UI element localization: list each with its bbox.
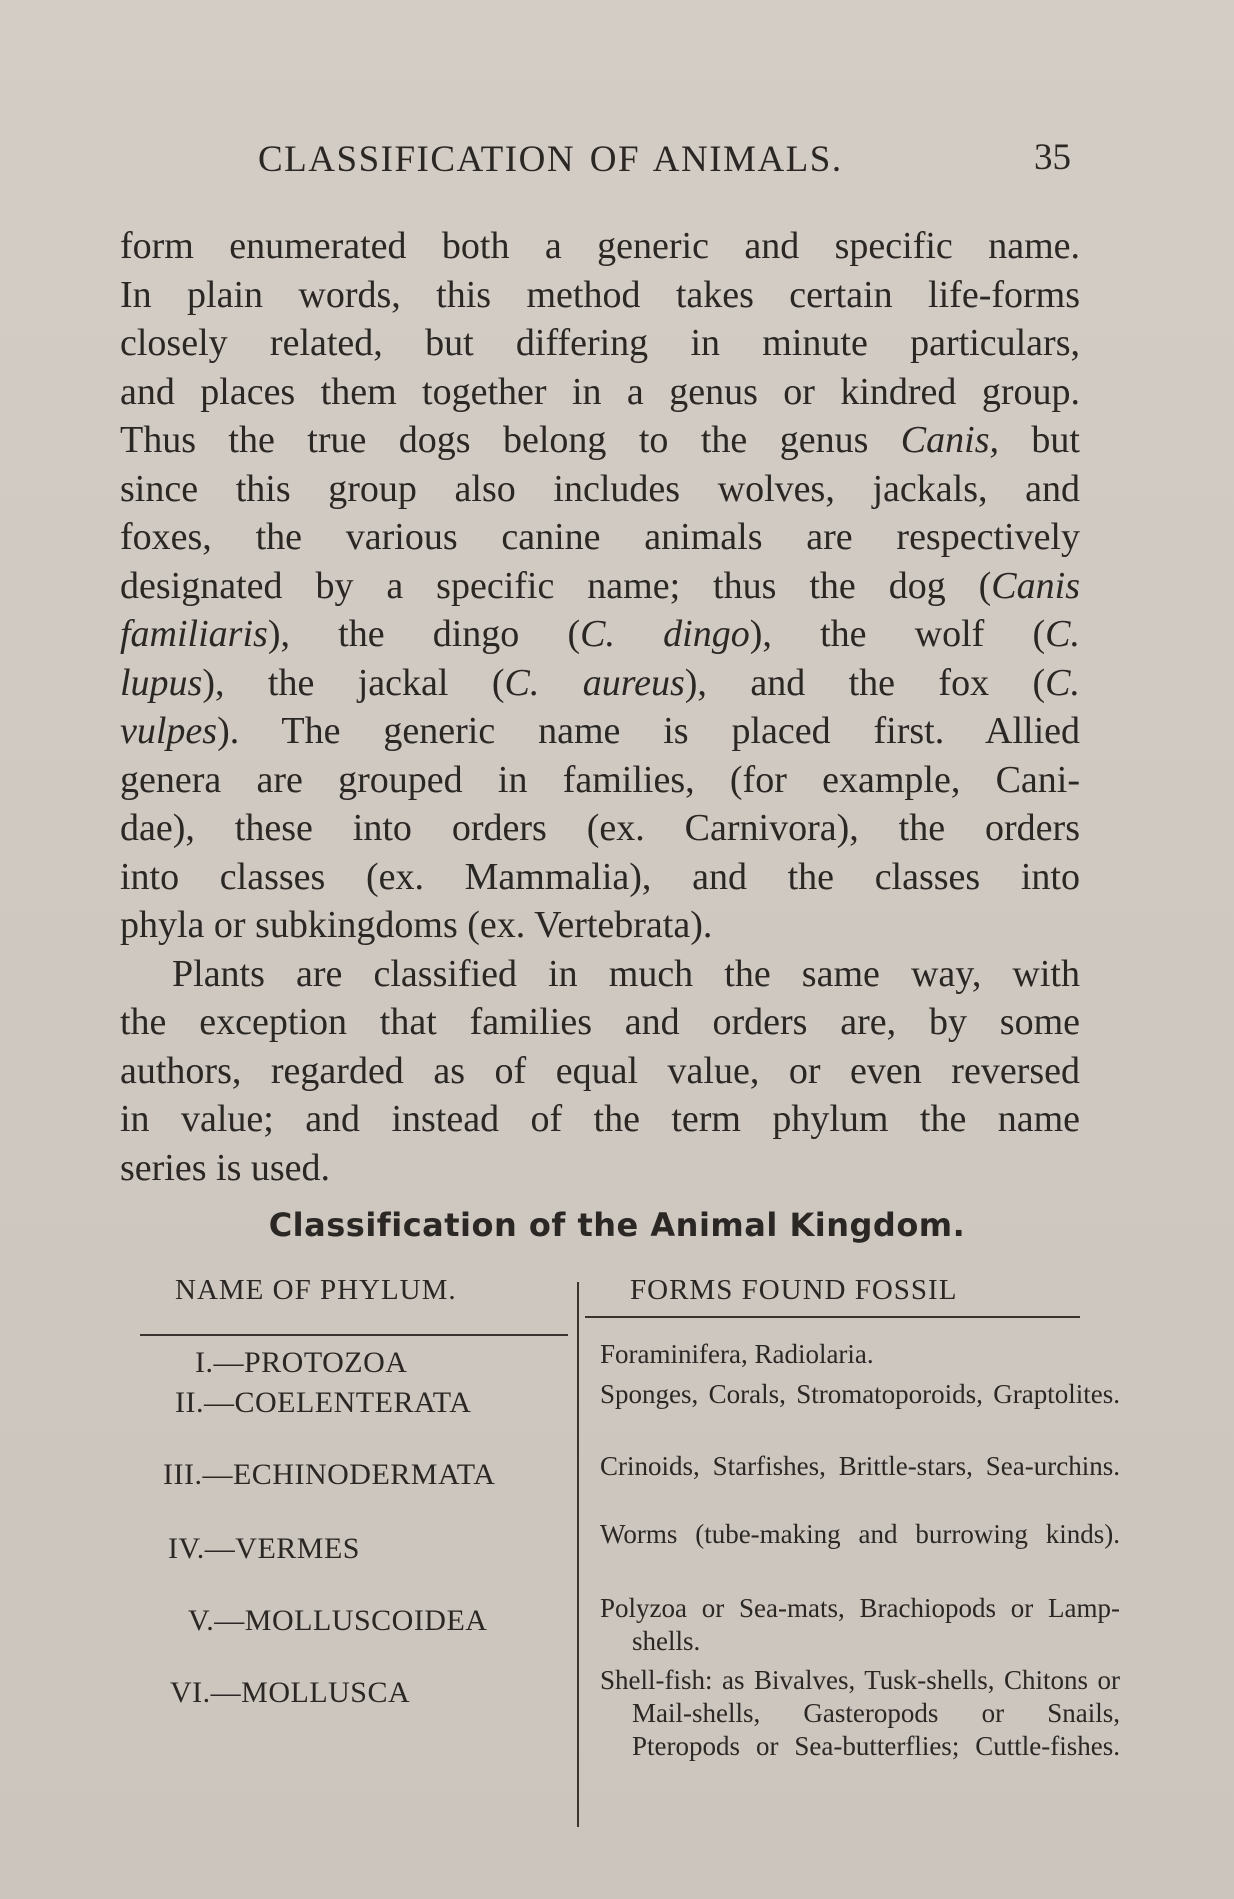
- text-line: familiaris), the dingo (C. dingo), the wolf (C.: [120, 613, 1081, 655]
- fossil-forms: Crinoids, Starfishes, Brittle-stars, Sea-urchins.: [600, 1451, 1120, 1481]
- text-line: Plants are classified in much the same way, with: [172, 952, 1080, 995]
- text-line: closely related, but differing in minute particulars,: [120, 322, 1080, 364]
- column-divider: [577, 1282, 579, 1827]
- text-line: phyla or subkingdoms (ex. Vertebrata).: [120, 904, 713, 946]
- phylum-name: I.—PROTOZOA: [195, 1346, 408, 1379]
- text-line: form enumerated both a generic and specific name.: [120, 225, 1080, 267]
- text-line: the exception that families and orders are, by some: [120, 1001, 1080, 1043]
- text-line: lupus), the jackal (C. aureus), and the fox (C.: [120, 661, 1080, 704]
- phylum-name: VI.—MOLLUSCA: [170, 1676, 411, 1709]
- phylum-name: V.—MOLLUSCOIDEA: [188, 1604, 488, 1637]
- phylum-name: III.—ECHINODERMATA: [163, 1458, 496, 1491]
- text-line: vulpes). The generic name is placed first. Allied: [120, 710, 1080, 752]
- text-line: since this group also includes wolves, jackals, and: [120, 467, 1080, 510]
- text-line: Thus the true dogs belong to the genus Canis, but: [120, 419, 1080, 461]
- text-line: dae), these into orders (ex. Carnivora), the orders: [120, 807, 1080, 849]
- fossil-forms: Sponges, Corals, Stromatoporoids, Graptolites.: [600, 1379, 1120, 1409]
- running-title: CLASSIFICATION OF ANIMALS.: [258, 139, 843, 180]
- phylum-name: II.—COELENTERATA: [175, 1386, 472, 1419]
- text-line: genera are grouped in families, (for example, Cani-: [120, 758, 1080, 801]
- text-line: series is used.: [120, 1146, 331, 1189]
- text-line: foxes, the various canine animals are respectively: [120, 516, 1080, 558]
- page-number: 35: [1034, 137, 1071, 178]
- text-line: authors, regarded as of equal value, or even reversed: [120, 1049, 1080, 1092]
- body-text: [120, 222, 1080, 1192]
- fossil-forms: Worms (tube-making and burrowing kinds).: [600, 1519, 1120, 1549]
- header-rule-left: [140, 1334, 568, 1336]
- phylum-name: IV.—VERMES: [168, 1532, 360, 1565]
- text-line: in value; and instead of the term phylum the name: [120, 1098, 1080, 1140]
- fossil-forms: Shell-fish: as Bivalves, Tusk-shells, Chitons or Mail-shells, Gasteropods or Snails, Pteropods or Sea-butterflies; Cuttle-fishes.: [600, 1665, 1120, 1761]
- text-line: In plain words, this method takes certain life-forms: [120, 273, 1080, 316]
- text-line: and places them together in a genus or kindred group.: [120, 370, 1080, 413]
- text-line: designated by a specific name; thus the dog (Canis: [120, 564, 1080, 607]
- table-title: Classification of the Animal Kingdom.: [268, 1206, 966, 1244]
- text-line: into classes (ex. Mammalia), and the classes into: [120, 855, 1080, 898]
- column-header-phylum: NAME OF PHYLUM.: [175, 1274, 457, 1306]
- fossil-forms: Foraminifera, Radiolaria.: [600, 1339, 874, 1369]
- header-rule-right: [585, 1316, 1080, 1318]
- fossil-forms: Polyzoa or Sea-mats, Brachiopods or Lamp-shells.: [600, 1593, 1120, 1656]
- column-header-forms: FORMS FOUND FOSSIL: [630, 1274, 958, 1306]
